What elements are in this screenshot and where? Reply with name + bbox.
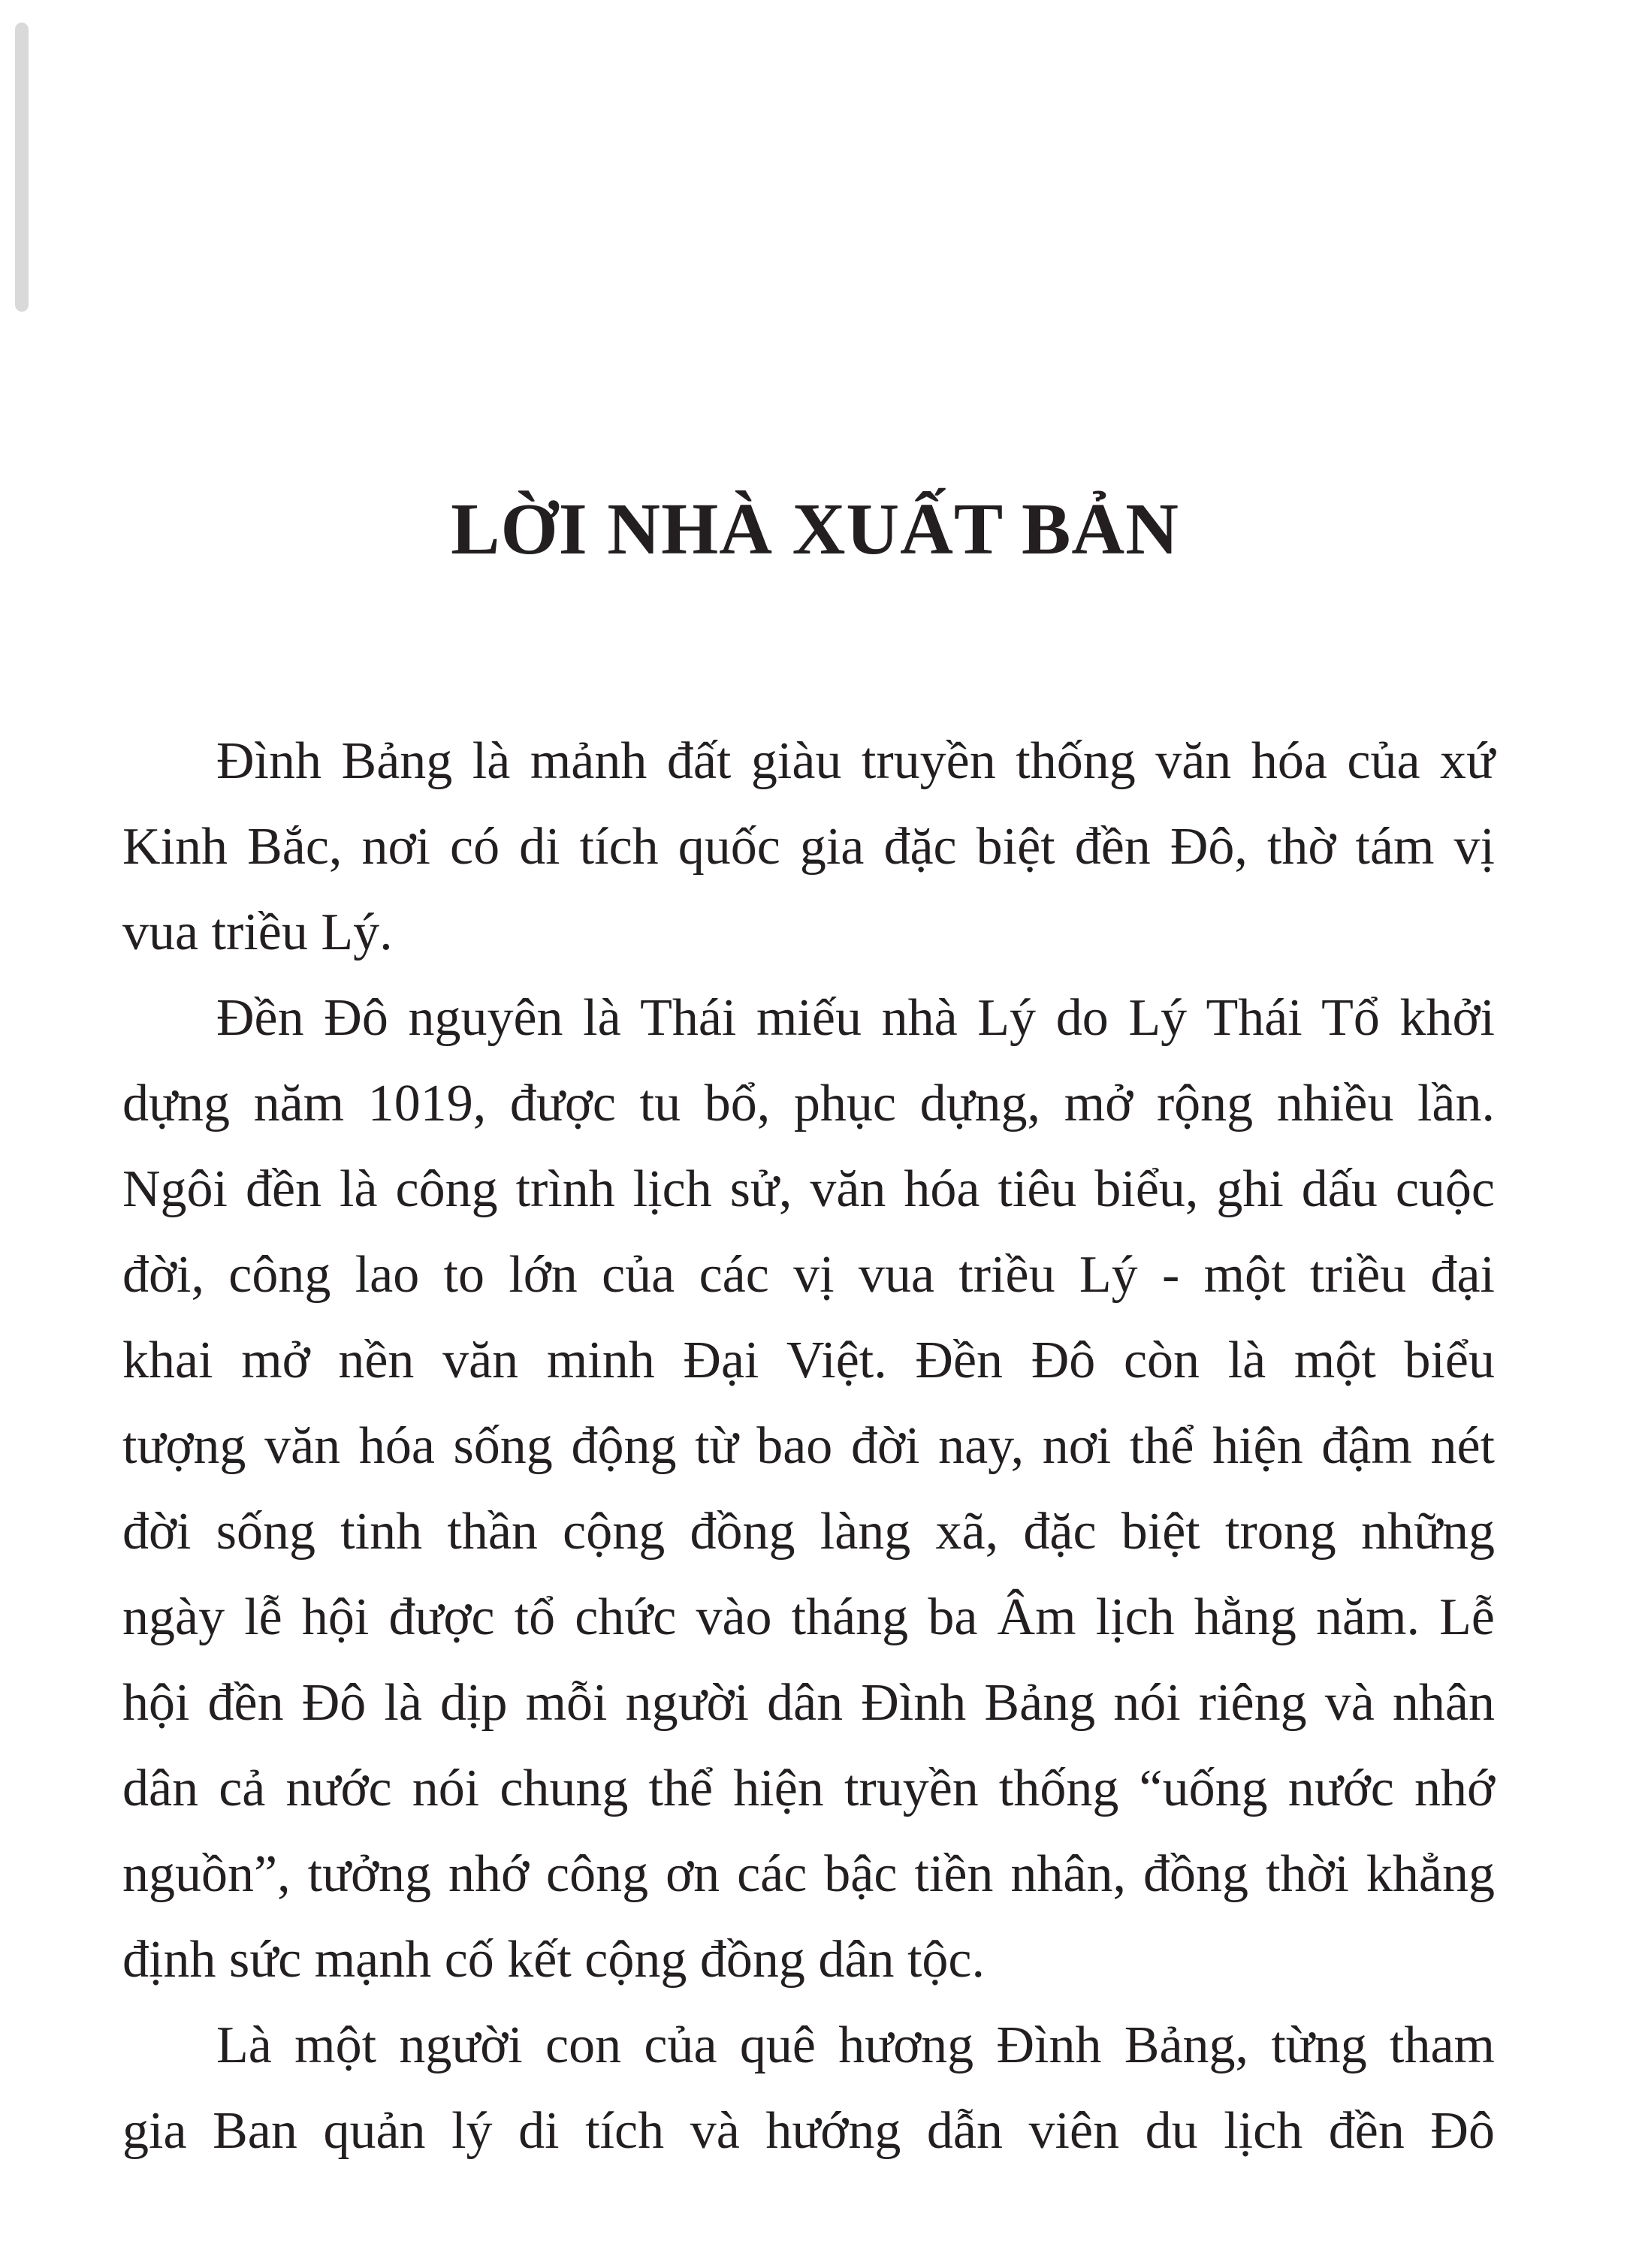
text-line: định sức mạnh cố kết cộng đồng dân tộc. xyxy=(122,1931,985,1989)
text-line: khai mở nền văn minh Đại Việt. Đền Đô còn là một biểu xyxy=(122,1332,1495,1389)
text-line: Kinh Bắc, nơi có di tích quốc gia đặc biệt đền Đô, thờ tám vị xyxy=(122,818,1495,876)
text-line: Ngôi đền là công trình lịch sử, văn hóa tiêu biểu, ghi dấu cuộc xyxy=(122,1160,1495,1218)
text-line: hội đền Đô là dịp mỗi người dân Đình Bảng nói riêng và nhân xyxy=(122,1674,1495,1732)
text-line: đời, công lao to lớn của các vị vua triều Lý - một triều đại xyxy=(122,1246,1495,1304)
text-line: vua triều Lý. xyxy=(122,903,393,961)
text-line: dựng năm 1019, được tu bổ, phục dựng, mở rộng nhiều lần. xyxy=(122,1075,1495,1132)
text-line: ngày lễ hội được tổ chức vào tháng ba Âm lịch hằng năm. Lễ xyxy=(122,1588,1495,1646)
text-line: nguồn”, tưởng nhớ công ơn các bậc tiền nhân, đồng thời khẳng xyxy=(122,1845,1495,1903)
text-line: gia Ban quản lý di tích và hướng dẫn viên du lịch đền Đô xyxy=(122,2102,1495,2160)
text-line: Là một người con của quê hương Đình Bảng, từng tham xyxy=(216,2016,1495,2074)
body-text xyxy=(122,719,1495,2174)
text-line: Đền Đô nguyên là Thái miếu nhà Lý do Lý Thái Tổ khởi xyxy=(216,989,1495,1047)
text-line: Đình Bảng là mảnh đất giàu truyền thống văn hóa của xứ xyxy=(216,732,1495,790)
text-line: tượng văn hóa sống động từ bao đời nay, nơi thể hiện đậm nét xyxy=(122,1417,1495,1475)
page-title: LỜI NHÀ XUẤT BẢN xyxy=(451,489,1179,570)
scrollbar-thumb[interactable] xyxy=(15,23,29,312)
text-line: đời sống tinh thần cộng đồng làng xã, đặc biệt trong những xyxy=(122,1503,1495,1561)
text-line: dân cả nước nói chung thể hiện truyền thống “uống nước nhớ xyxy=(122,1760,1495,1817)
